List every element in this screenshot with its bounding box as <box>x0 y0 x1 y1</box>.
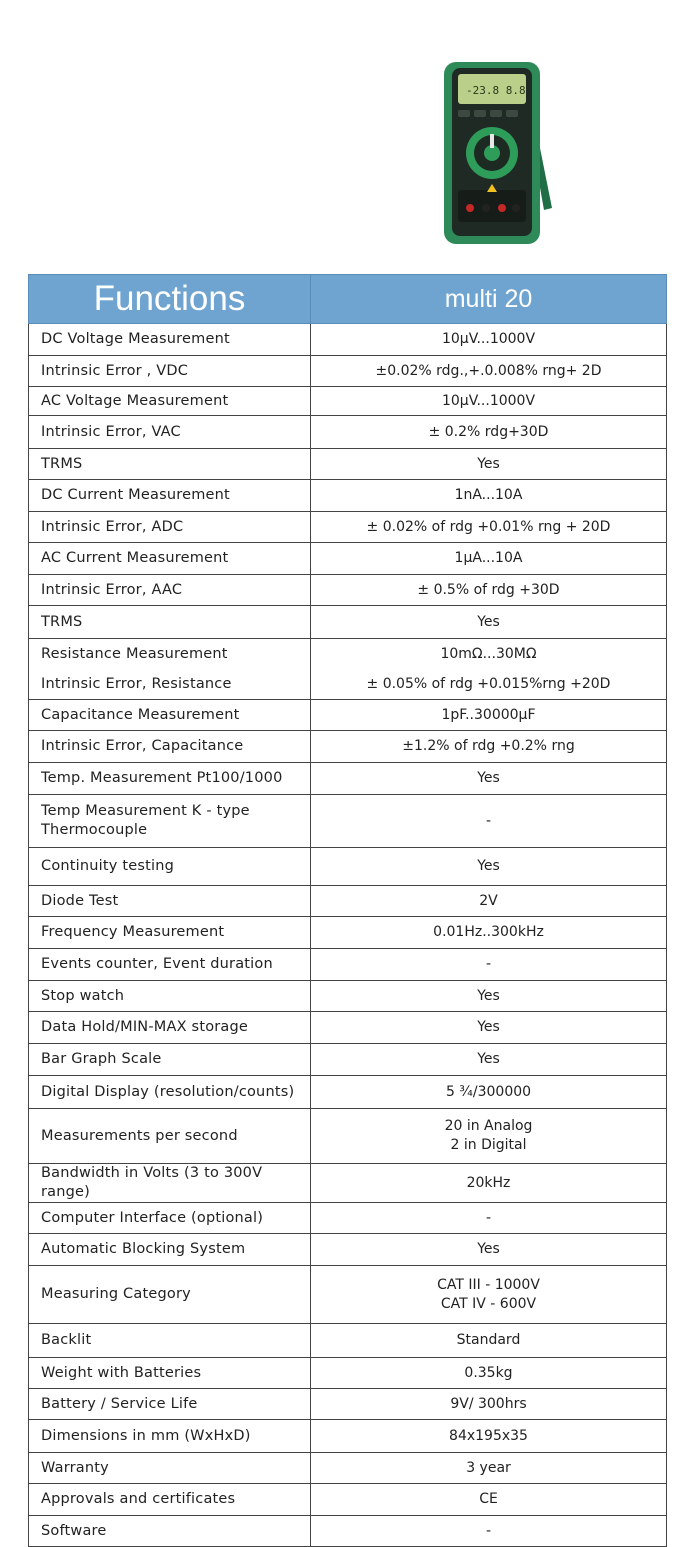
row-label: AC Voltage Measurement <box>29 387 311 416</box>
table-row <box>29 1453 667 1484</box>
row-value: 9V/ 300hrs <box>311 1389 667 1420</box>
spec-table <box>28 274 667 1547</box>
row-value: ± 0.05% of rdg +0.015%rng +20D <box>311 669 667 700</box>
row-label: Frequency Measurement <box>29 917 311 949</box>
row-value: ± 0.5% of rdg +30D <box>311 575 667 606</box>
row-label: Digital Display (resolution/counts) <box>29 1076 311 1109</box>
row-label: Resistance Measurement <box>29 639 311 670</box>
header-functions: Functions <box>29 275 311 324</box>
row-label: Stop watch <box>29 981 311 1012</box>
row-value: - <box>311 1203 667 1234</box>
row-value: 20 in Analog 2 in Digital <box>311 1109 667 1164</box>
row-label: Intrinsic Error, Resistance <box>29 669 311 700</box>
table-row <box>29 1389 667 1420</box>
row-value: 84x195x35 <box>311 1420 667 1453</box>
table-row <box>29 1484 667 1516</box>
row-value: Yes <box>311 1044 667 1076</box>
row-label: Diode Test <box>29 886 311 917</box>
table-row <box>29 606 667 639</box>
row-label: Bandwidth in Volts (3 to 300V range) <box>29 1164 311 1203</box>
row-label: AC Current Measurement <box>29 543 311 575</box>
row-value: Yes <box>311 1234 667 1266</box>
row-value: 10μV...1000V <box>311 387 667 416</box>
row-value: - <box>311 1516 667 1547</box>
row-value: 3 year <box>311 1453 667 1484</box>
row-label: Measuring Category <box>29 1266 311 1324</box>
row-value: 1μA...10A <box>311 543 667 575</box>
row-label: TRMS <box>29 449 311 480</box>
table-row <box>29 795 667 848</box>
row-value: Yes <box>311 1012 667 1044</box>
row-label: Intrinsic Error , VDC <box>29 356 311 387</box>
row-value: Yes <box>311 848 667 886</box>
row-label: Bar Graph Scale <box>29 1044 311 1076</box>
row-value: ± 0.02% of rdg +0.01% rng + 20D <box>311 512 667 543</box>
row-value: ±0.02% rdg.,+.0.008% rng+ 2D <box>311 356 667 387</box>
table-row <box>29 543 667 575</box>
table-row <box>29 763 667 795</box>
table-row <box>29 512 667 543</box>
row-label: Dimensions in mm (WxHxD) <box>29 1420 311 1453</box>
table-row <box>29 1266 667 1324</box>
row-value: Yes <box>311 763 667 795</box>
table-row <box>29 575 667 606</box>
row-label: Software <box>29 1516 311 1547</box>
row-label: Temp. Measurement Pt100/1000 <box>29 763 311 795</box>
row-label: Data Hold/MIN-MAX storage <box>29 1012 311 1044</box>
row-value: - <box>311 795 667 848</box>
row-value: 0.35kg <box>311 1358 667 1389</box>
table-row <box>29 1164 667 1203</box>
table-row <box>29 1203 667 1234</box>
table-row <box>29 917 667 949</box>
row-label: Continuity testing <box>29 848 311 886</box>
table-row <box>29 1516 667 1547</box>
table-row <box>29 1076 667 1109</box>
row-label: Events counter, Event duration <box>29 949 311 981</box>
row-label: Capacitance Measurement <box>29 700 311 731</box>
row-value: 2V <box>311 886 667 917</box>
row-value: Yes <box>311 981 667 1012</box>
table-row <box>29 700 667 731</box>
row-value: CE <box>311 1484 667 1516</box>
row-label: DC Current Measurement <box>29 480 311 512</box>
table-row <box>29 416 667 449</box>
table-row <box>29 669 667 700</box>
row-label: Intrinsic Error, VAC <box>29 416 311 449</box>
row-value: CAT III - 1000V CAT IV - 600V <box>311 1266 667 1324</box>
multimeter-display: -23.8 8.8 <box>466 84 526 97</box>
row-value: Yes <box>311 449 667 480</box>
row-label: Battery / Service Life <box>29 1389 311 1420</box>
table-row <box>29 1324 667 1358</box>
table-row <box>29 480 667 512</box>
row-value: 0.01Hz..300kHz <box>311 917 667 949</box>
row-value: 1nA...10A <box>311 480 667 512</box>
row-label: Temp Measurement K - type Thermocouple <box>29 795 311 848</box>
row-label: Intrinsic Error, AAC <box>29 575 311 606</box>
row-label: DC Voltage Measurement <box>29 324 311 356</box>
row-value: 5 ¾/300000 <box>311 1076 667 1109</box>
row-value: ±1.2% of rdg +0.2% rng <box>311 731 667 763</box>
table-row <box>29 848 667 886</box>
table-row <box>29 1234 667 1266</box>
multimeter-image <box>436 58 556 248</box>
table-row <box>29 449 667 480</box>
row-label: Intrinsic Error, Capacitance <box>29 731 311 763</box>
row-label: Automatic Blocking System <box>29 1234 311 1266</box>
table-row <box>29 1358 667 1389</box>
table-row <box>29 356 667 387</box>
table-header <box>29 275 667 324</box>
table-row <box>29 1109 667 1164</box>
table-row <box>29 1420 667 1453</box>
table-row <box>29 886 667 917</box>
row-label: TRMS <box>29 606 311 639</box>
row-value: Yes <box>311 606 667 639</box>
row-label: Warranty <box>29 1453 311 1484</box>
table-row <box>29 981 667 1012</box>
row-value: Standard <box>311 1324 667 1358</box>
row-label: Intrinsic Error, ADC <box>29 512 311 543</box>
table-row <box>29 949 667 981</box>
row-label: Weight with Batteries <box>29 1358 311 1389</box>
table-row <box>29 387 667 416</box>
row-value: 20kHz <box>311 1164 667 1203</box>
row-value: ± 0.2% rdg+30D <box>311 416 667 449</box>
header-model: multi 20 <box>311 275 667 324</box>
row-value: 10mΩ...30MΩ <box>311 639 667 670</box>
table-row <box>29 324 667 356</box>
row-label: Approvals and certificates <box>29 1484 311 1516</box>
table-row <box>29 1012 667 1044</box>
row-value: 10μV...1000V <box>311 324 667 356</box>
table-row <box>29 1044 667 1076</box>
row-value: - <box>311 949 667 981</box>
row-label: Measurements per second <box>29 1109 311 1164</box>
table-row <box>29 731 667 763</box>
table-row <box>29 639 667 670</box>
row-value: 1pF..30000μF <box>311 700 667 731</box>
row-label: Computer Interface (optional) <box>29 1203 311 1234</box>
row-label: Backlit <box>29 1324 311 1358</box>
